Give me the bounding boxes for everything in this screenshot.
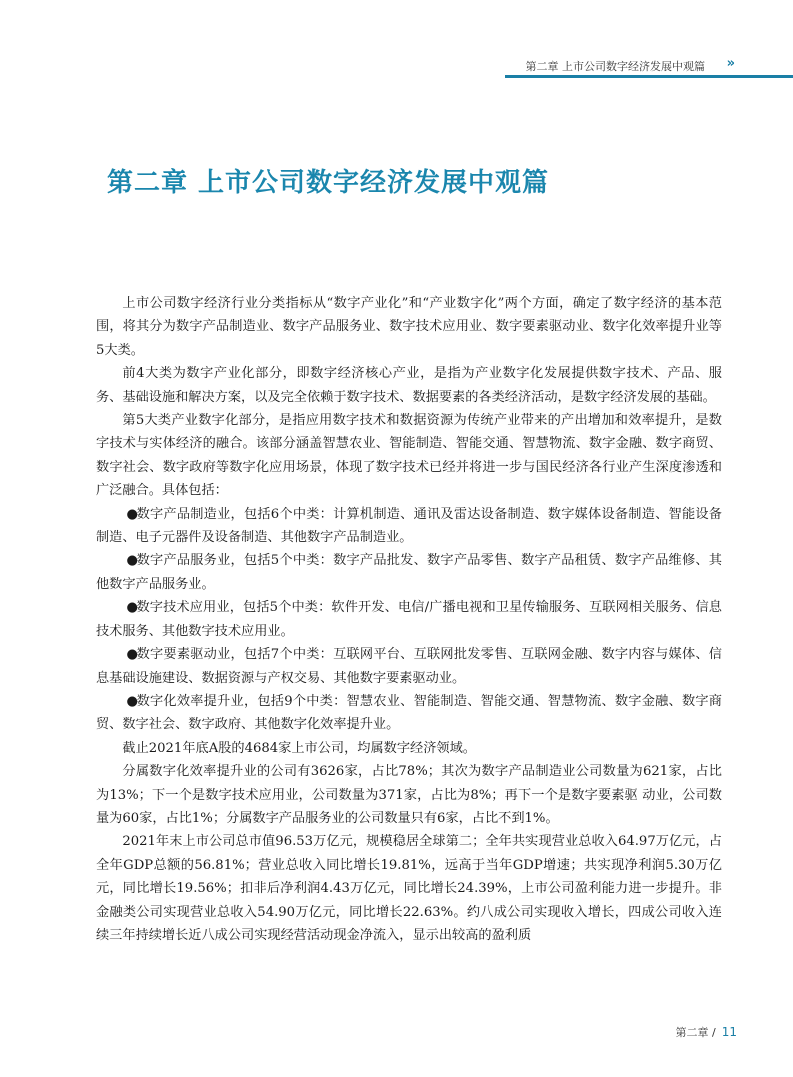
page-footer: [676, 1024, 737, 1040]
bullet-dot-icon: ●: [126, 693, 138, 709]
bullet-text: 数字技术应用业，包括5个中类：软件开发、电信/广播电视和卫星传输服务、互联网相关服务、信息技术服务、其他数字技术应用业。: [96, 600, 722, 639]
body-text: [96, 292, 722, 947]
double-chevron-right-icon: »: [726, 56, 733, 71]
bullet-text: 数字化效率提升业，包括9个中类：智慧农业、智能制造、智能交通、智慧物流、数字金融、数字商贸、数字社会、数字政府、其他数字化效率提升业。: [96, 693, 722, 733]
page-number: 11: [721, 1025, 737, 1039]
paragraph-3: 第5大类产业数字化部分，是指应用数字技术和数据资源为传统产业带来的产出增加和效率提升，是数字技术与实体经济的融合。该部分涵盖智慧农业、智能制造、智能交通、智慧物流、数字金融、数字商贸、数字社会、数字政府等数字化应用场景，体现了数字技术已经并将进一步与国民经济各行业产生深度渗透和广泛融合。具体包括：: [96, 413, 722, 499]
bullet-dot-icon: ●: [126, 647, 138, 663]
bullet-dot-icon: ●: [126, 553, 138, 569]
bullet-dot-icon: ●: [126, 600, 138, 616]
running-header-title: 第二章 上市公司数字经济发展中观篇: [525, 60, 705, 73]
bullet-item-1: [96, 503, 722, 550]
running-header: [505, 56, 793, 78]
header-rule: [505, 75, 793, 78]
bullet-text: 数字要素驱动业，包括7个中类：互联网平台、互联网批发零售、互联网金融、数字内容与媒体、信息基础设施建设、数据资源与产权交易、其他数字要素驱动业。: [96, 647, 722, 686]
bullet-text: 数字产品服务业，包括5个中类：数字产品批发、数字产品零售、数字产品租赁、数字产品维修、其他数字产品服务业。: [96, 553, 722, 592]
bullet-item-2: [96, 549, 722, 596]
paragraph-5: 分属数字化效率提升业的公司有3626家，占比78%；其次为数字产品制造业公司数量为621家，占比为13%；下一个是数字技术应用业，公司数量为371家，占比为8%；再下一个是数字要素驱 动业，公司数量为60家，占比1%；分属数字产品服务业的公司数量只有6家，占比不到1%。: [96, 764, 722, 826]
paragraph-6: 2021年末上市公司总市值96.53万亿元，规模稳居全球第二；全年共实现营业总收入64.97万亿元，占全年GDP总额的56.81%；营业总收入同比增长19.81%，远高于当年GDP增速；共实现净利润5.30万亿元，同比增长19.56%；扣非后净利润4.43万亿元，同比增长24.39%，上市公司盈利能力进一步提升。非金融类公司实现营业总收入54.90万亿元，同比增长22.63%。约八成公司实现收入增长，四成公司收入连续三年持续增长近八成公司实现经营活动现金净流入，显示出较高的盈利质: [96, 834, 722, 943]
footer-chapter-label: 第二章 /: [675, 1026, 716, 1039]
bullet-item-3: [96, 596, 722, 643]
paragraph-2: 前4大类为数字产业化部分，即数字经济核心产业，是指为产业数字化发展提供数字技术、产品、服务、基础设施和解决方案，以及完全依赖于数字技术、数据要素的各类经济活动，是数字经济发展的基础。: [96, 366, 722, 405]
paragraph-1: 上市公司数字经济行业分类指标从“数字产业化”和“产业数字化”两个方面，确定了数字经济的基本范围，将其分为数字产品制造业、数字产品服务业、数字技术应用业、数字要素驱动业、数字化效率提升业等5大类。: [96, 296, 722, 358]
bullet-dot-icon: ●: [126, 506, 138, 522]
bullet-item-5: [96, 690, 722, 737]
chapter-title: 第二章 上市公司数字经济发展中观篇: [107, 168, 550, 198]
paragraph-4: 截止2021年底A股的4684家上市公司，均属数字经济领域。: [122, 740, 476, 756]
bullet-text: 数字产品制造业，包括6个中类：计算机制造、通讯及雷达设备制造、数字媒体设备制造、智能设备制造、电子元器件及设备制造、其他数字产品制造业。: [96, 506, 722, 546]
bullet-item-4: [96, 643, 722, 690]
